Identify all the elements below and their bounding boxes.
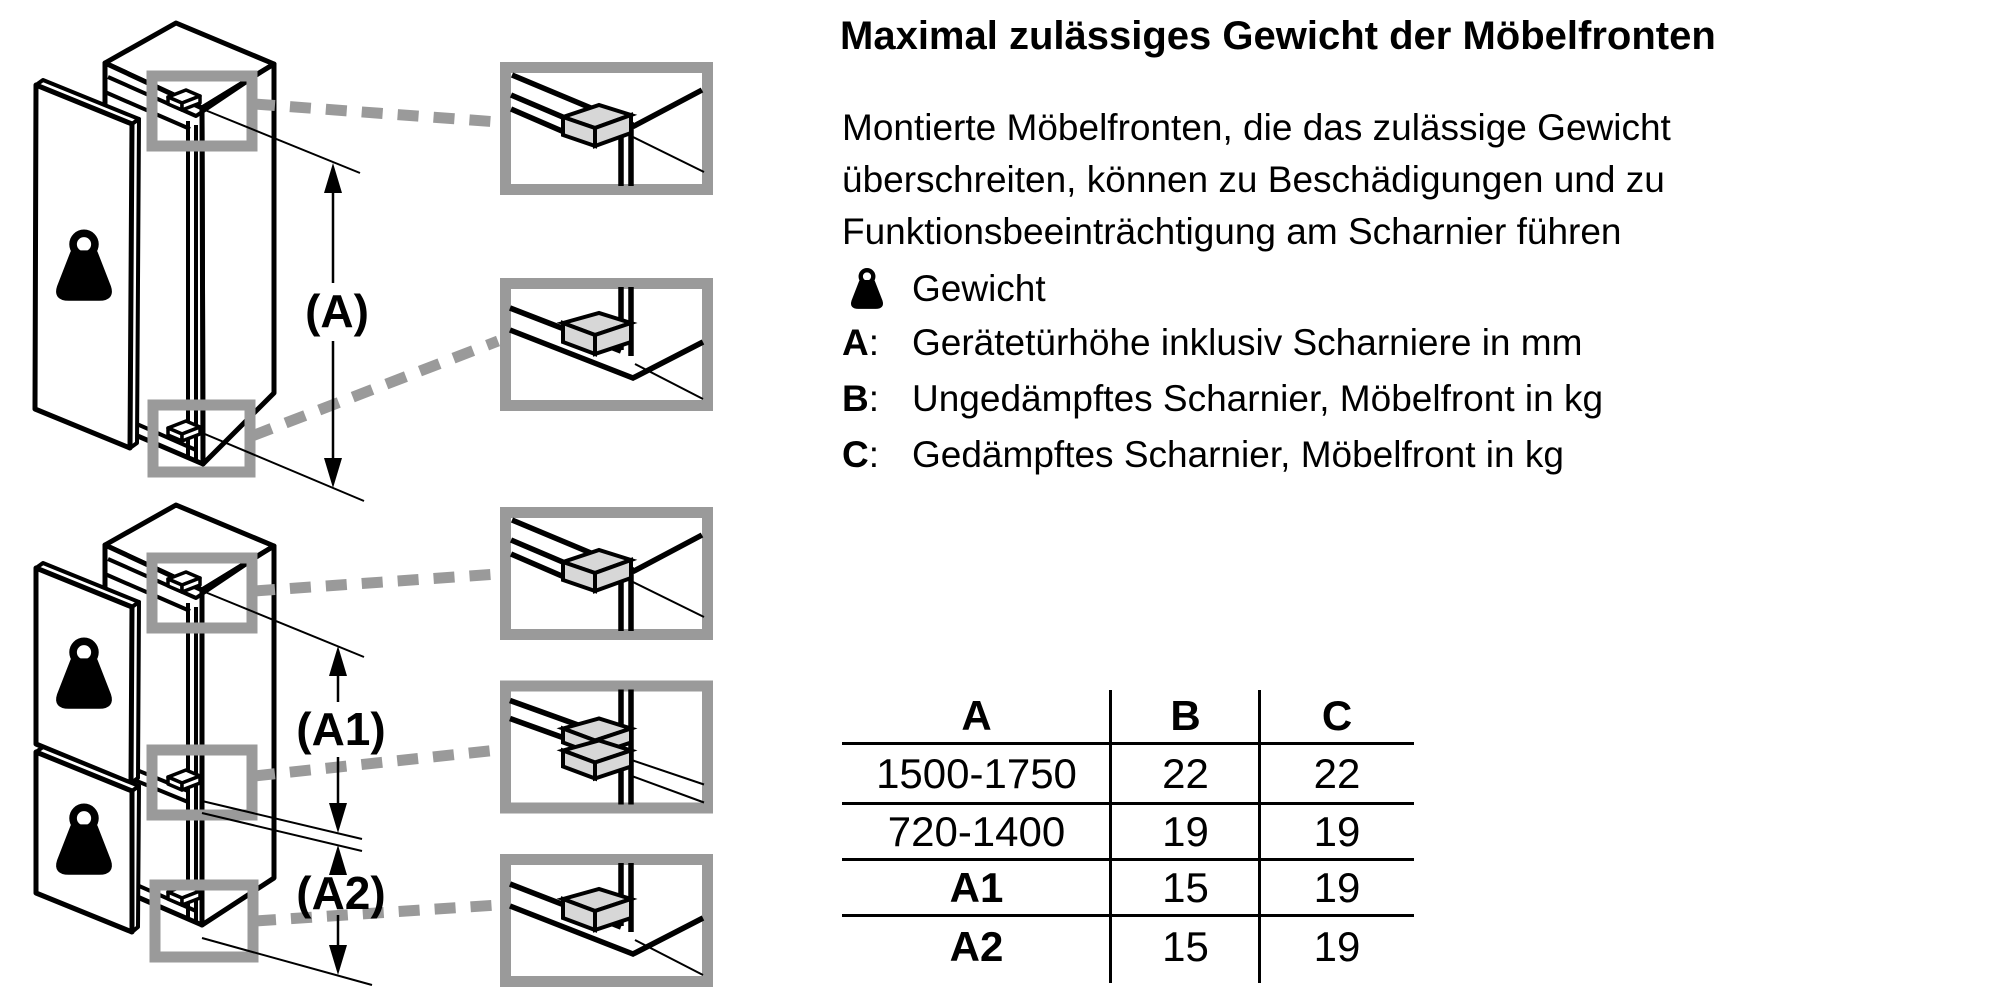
legend-label: Ungedämpftes Scharnier, Möbelfront in kg [912,378,1604,419]
table-cell: 720-1400 [887,807,1066,855]
table-row [842,861,1414,917]
legend-key: C [842,434,869,475]
legend-key: A [842,322,869,363]
furniture-front-single [35,80,139,448]
dimension-a [305,163,369,488]
table-divider [1109,690,1112,983]
detail-box-bottom-double [506,860,708,982]
table-cell: A2 [949,923,1004,970]
leader-dashed-lines [252,104,498,921]
table-cell: 19 [1313,863,1361,911]
legend-colon: : [868,434,880,475]
warning-paragraph [842,102,1671,258]
table-cell: 1500-1750 [876,749,1077,797]
table-divider [1258,690,1261,983]
table-row [842,745,1414,805]
paragraph-line: Funktionsbeeinträchtigung am Scharnier führen [842,211,1622,252]
legend-colon: : [868,322,880,363]
table-cell: 19 [1313,807,1361,855]
dimension-label-a1: (A1) [296,703,386,755]
dimension-label-a2: (A2) [296,867,386,919]
table-header-row [842,690,1414,745]
legend-label: Gerätetürhöhe inklusiv Scharniere in mm [912,322,1583,363]
table-row [842,805,1414,861]
table-cell: 15 [1162,923,1209,970]
legend-item-b [842,372,1603,426]
weight-icon [849,266,885,312]
table-cell: 19 [1313,923,1361,970]
installation-diagram [0,0,740,1000]
table-cell: 22 [1313,749,1361,797]
table-cell: 19 [1162,807,1209,855]
detail-box-middle-double [506,686,708,808]
legend-colon: : [868,378,880,419]
legend-item-a [842,316,1582,370]
page-title: Maximal zulässiges Gewicht der Möbelfronten [840,14,1716,58]
weight-table [842,690,1414,983]
detail-box-top-double [506,513,708,635]
table-header-b: B [1170,692,1201,739]
legend-key: B [842,378,869,419]
detail-box-bottom-single [506,284,708,406]
legend-item-c [842,428,1564,482]
dimension-a2 [296,845,385,975]
table-cell: 22 [1162,749,1209,797]
dimension-a1 [296,646,385,833]
paragraph-line: überschreiten, können zu Beschädigungen und zu [842,159,1665,200]
detail-box-top-single [506,68,708,190]
paragraph-line: Montierte Möbelfronten, die das zulässige Gewicht [842,107,1671,148]
table-row [842,917,1414,977]
legend-label: Gewicht [912,268,1046,309]
legend-item-weight [842,262,1046,316]
table-header-a: A [961,692,992,739]
table-cell: 15 [1162,863,1209,911]
table-cell: A1 [949,863,1004,911]
legend-label: Gedämpftes Scharnier, Möbelfront in kg [912,434,1564,475]
table-header-c: C [1321,692,1353,739]
dimension-label-a: (A) [305,285,369,337]
